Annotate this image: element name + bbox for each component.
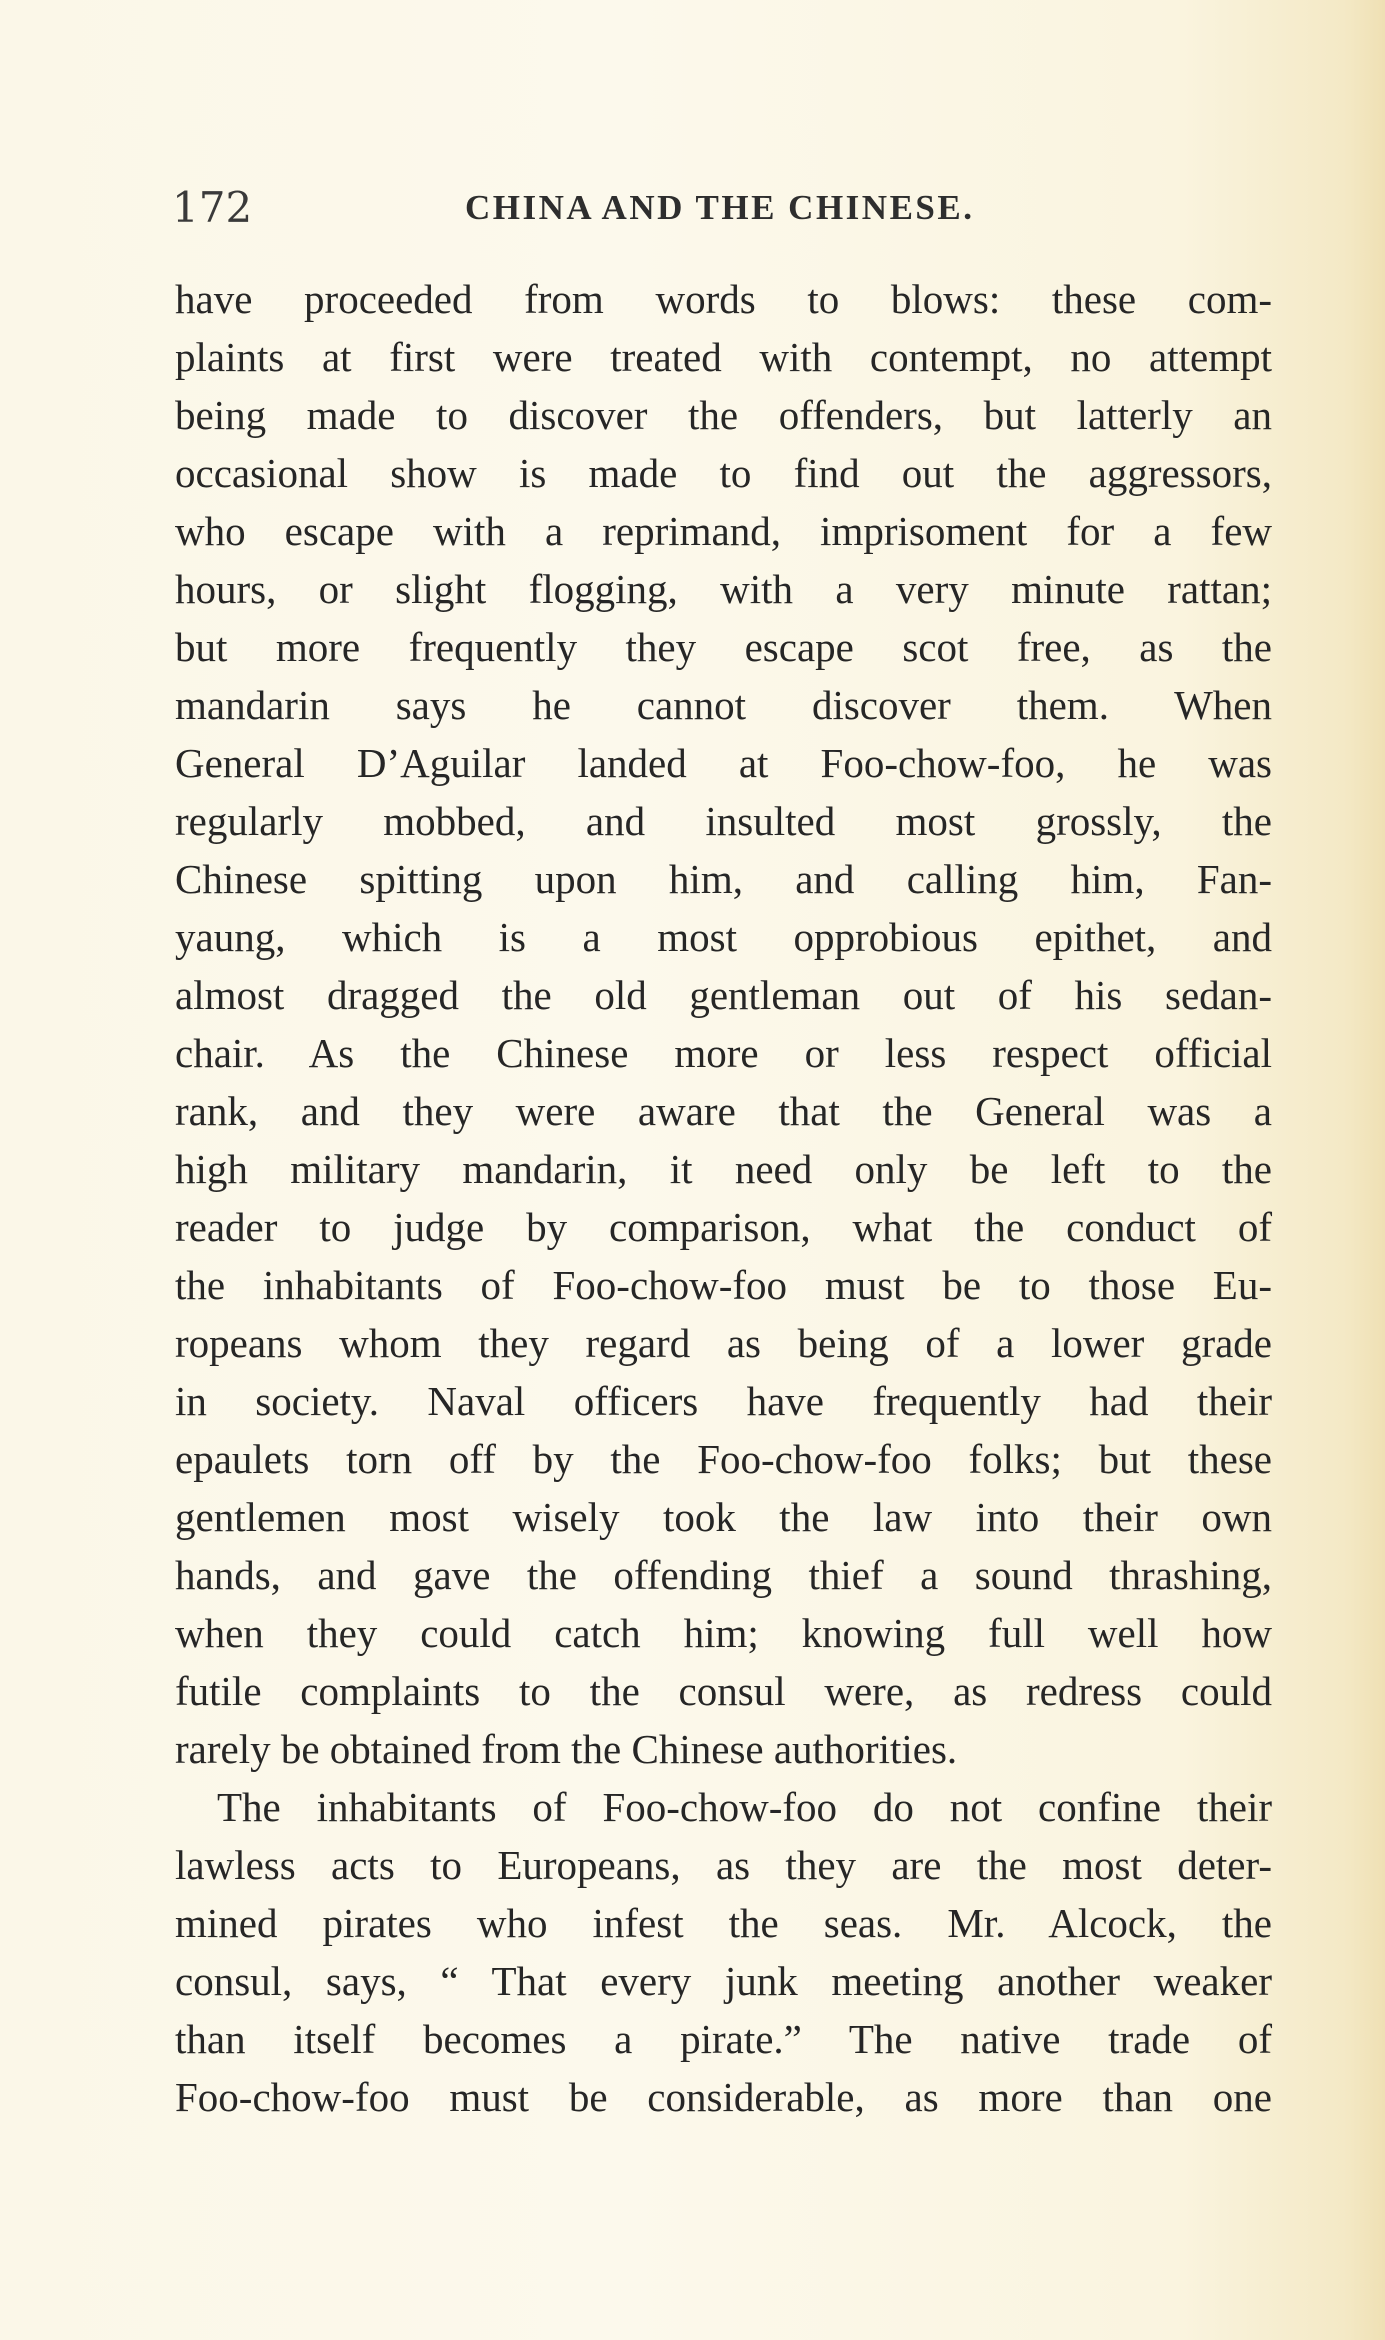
page-number: 172 — [172, 183, 253, 232]
text-line: being made to discover the offenders, but latterly an — [175, 392, 1272, 438]
text-line: hours, or slight flogging, with a very minute rattan; — [175, 566, 1272, 612]
text-line: the inhabitants of Foo-chow-foo must be to those Eu- — [175, 1262, 1272, 1308]
text-line: rarely be obtained from the Chinese authorities. — [175, 1726, 958, 1772]
text-line: hands, and gave the offending thief a sound thrashing, — [175, 1552, 1272, 1598]
running-title: CHINA AND THE CHINESE. — [465, 188, 975, 227]
text-line: mined pirates who infest the seas. Mr. Alcock, the — [175, 1900, 1272, 1946]
text-line: occasional show is made to find out the aggressors, — [175, 450, 1272, 496]
text-line: General D’Aguilar landed at Foo-chow-foo, he was — [175, 740, 1272, 786]
text-line: futile complaints to the consul were, as redress could — [175, 1668, 1272, 1714]
text-line: yaung, which is a most opprobious epithet, and — [175, 914, 1272, 960]
text-line: who escape with a reprimand, imprisoment for a few — [175, 508, 1272, 554]
text-line: Chinese spitting upon him, and calling him, Fan- — [175, 856, 1272, 902]
text-line: consul, says, “ That every junk meeting another weaker — [175, 1958, 1272, 2004]
text-line: Foo-chow-foo must be considerable, as more than one — [175, 2074, 1272, 2120]
text-line: high military mandarin, it need only be left to the — [175, 1146, 1272, 1192]
text-line: lawless acts to Europeans, as they are the most deter- — [175, 1842, 1272, 1888]
text-line: rank, and they were aware that the General was a — [175, 1088, 1272, 1134]
text-line: mandarin says he cannot discover them. When — [175, 682, 1272, 728]
text-line: but more frequently they escape scot free, as the — [175, 624, 1272, 670]
text-line: than itself becomes a pirate.” The native trade of — [175, 2016, 1272, 2062]
text-line: in society. Naval officers have frequently had their — [175, 1378, 1272, 1424]
page-header — [172, 178, 1272, 238]
text-line: almost dragged the old gentleman out of his sedan- — [175, 972, 1272, 1018]
text-line: The inhabitants of Foo-chow-foo do not confine their — [217, 1784, 1272, 1830]
text-line: when they could catch him; knowing full well how — [175, 1610, 1272, 1656]
text-line: reader to judge by comparison, what the conduct of — [175, 1204, 1272, 1250]
text-line: gentlemen most wisely took the law into their own — [175, 1494, 1272, 1540]
text-line: plaints at first were treated with contempt, no attempt — [175, 334, 1272, 380]
text-line: regularly mobbed, and insulted most grossly, the — [175, 798, 1272, 844]
text-line: ropeans whom they regard as being of a lower grade — [175, 1320, 1272, 1366]
text-line: epaulets torn off by the Foo-chow-foo folks; but these — [175, 1436, 1272, 1482]
body-text — [175, 270, 1272, 2126]
text-line: have proceeded from words to blows: these com- — [175, 276, 1272, 322]
text-line: chair. As the Chinese more or less respect official — [175, 1030, 1272, 1076]
